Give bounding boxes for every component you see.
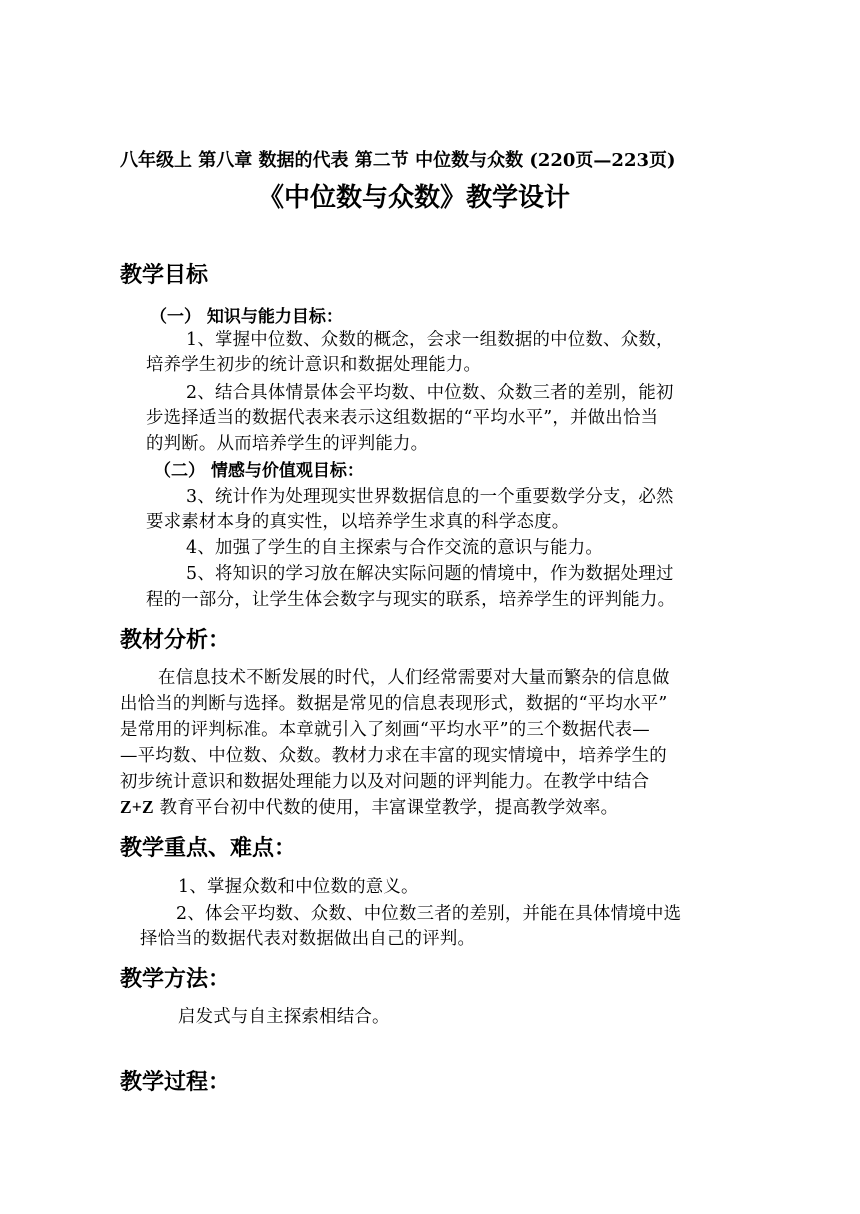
emotion-line-5: 程的一部分，让学生体会数字与现实的联系，培养学生的评判能力。 [146, 590, 676, 610]
knowledge-line-4: 步选择适当的数据代表来表示这组数据的“平均水平”，并做出恰当 [146, 408, 659, 428]
analysis-line-6-text: 教育平台初中代数的使用，丰富课堂教学，提高教学效率。 [153, 798, 619, 818]
process-heading: 教学过程： [120, 1069, 231, 1095]
keypoint-line-2: 2、体会平均数、众数、中位数三者的差别，并能在具体情境中选 [176, 904, 682, 924]
method-heading: 教学方法： [120, 966, 231, 992]
emotion-line-2: 要求素材本身的真实性，以培养学生求真的科学态度。 [146, 512, 570, 532]
method-text: 启发式与自主探索相结合。 [178, 1007, 390, 1027]
analysis-line-6 [120, 793, 618, 818]
keypoint-line-1: 1、掌握众数和中位数的意义。 [178, 877, 419, 897]
analysis-line-3: 是常用的评判标准。本章就引入了刻画“平均水平”的三个数据代表— [120, 720, 650, 740]
analysis-line-1: 在信息技术不断发展的时代，人们经常需要对大量而繁杂的信息做 [158, 668, 670, 688]
document-title: 《中位数与众数》教学设计 [258, 183, 571, 213]
knowledge-line-3: 2、结合具体情景体会平均数、中位数、众数三者的差别，能初 [186, 383, 674, 403]
knowledge-heading: （一） 知识与能力目标： [150, 307, 343, 327]
analysis-line-4: —平均数、中位数、众数。教材力求在丰富的现实情境中，培养学生的 [120, 746, 667, 766]
platform-name: Z+Z [120, 797, 154, 817]
emotion-line-1: 3、统计作为处理现实世界数据信息的一个重要数学分支，必然 [186, 487, 674, 507]
emotion-heading: （二） 情感与价值观目标： [154, 461, 364, 481]
chapter-subtitle: 八年级上 第八章 数据的代表 第二节 中位数与众数 (220页—223页) [120, 150, 676, 171]
analysis-heading: 教材分析： [120, 627, 231, 653]
knowledge-line-2: 培养学生初步的统计意识和数据处理能力。 [146, 355, 482, 375]
analysis-line-2: 出恰当的判断与选择。数据是常见的信息表现形式，数据的“平均水平” [120, 694, 668, 714]
emotion-line-4: 5、将知识的学习放在解决实际问题的情境中，作为数据处理过 [186, 564, 674, 584]
keypoint-line-3: 择恰当的数据代表对数据做出自己的评判。 [140, 929, 476, 949]
objectives-heading: 教学目标 [120, 262, 209, 288]
knowledge-line-1: 1、掌握中位数、众数的概念，会求一组数据的中位数、众数， [186, 330, 674, 350]
emotion-line-3: 4、加强了学生的自主探索与合作交流的意识与能力。 [186, 538, 604, 558]
analysis-line-5: 初步统计意识和数据处理能力以及对问题的评判能力。在教学中结合 [120, 772, 650, 792]
knowledge-line-5: 的判断。从而培养学生的评判能力。 [146, 434, 429, 454]
keypoints-heading: 教学重点、难点： [120, 835, 297, 861]
